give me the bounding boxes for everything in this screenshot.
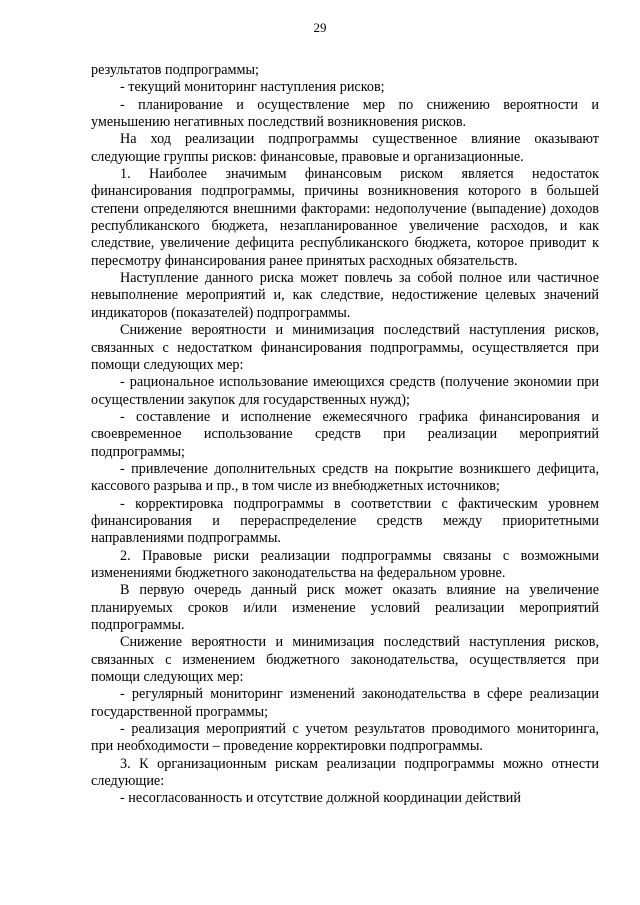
paragraph: 2. Правовые риски реализации подпрограммы связаны с возможными изменениями бюджетного законодательства на федеральном уровне. — [91, 547, 599, 581]
paragraph: результатов подпрограммы; — [91, 62, 259, 78]
document-body — [91, 62, 599, 808]
list-item: - регулярный мониторинг изменений законодательства в сфере реализации государственной программы; — [91, 686, 599, 720]
paragraph: Снижение вероятности и минимизация последствий наступления рисков, связанных с изменением бюджетного законодательства, осуществляется при помощи следующих мер: — [91, 634, 599, 686]
list-item: - привлечение дополнительных средств на покрытие возникшего дефицита, кассового разрыва и пр., в том числе из внебюджетных источников; — [91, 460, 599, 495]
paragraph: В первую очередь данный риск может оказать влияние на увеличение планируемых сроков и/или изменение условий реализации мероприятий подпрограммы. — [91, 582, 599, 633]
paragraph: Наступление данного риска может повлечь за собой полное или частичное невыполнение мероприятий и, как следствие, недостижение целевых значений индикаторов (показателей) подпрограммы. — [91, 270, 599, 321]
list-item: - реализация мероприятий с учетом результатов проводимого мониторинга, при необходимости – проведение корректировки подпрограммы. — [91, 721, 599, 755]
page-number: 29 — [313, 20, 327, 35]
list-item: - рациональное использование имеющихся средств (получение экономии при осуществлении закупок для государственных нужд); — [91, 374, 599, 408]
paragraph: Снижение вероятности и минимизация последствий наступления рисков, связанных с недостатком финансирования подпрограммы, осуществляется при помощи следующих мер: — [91, 322, 599, 373]
paragraph: На ход реализации подпрограммы существенное влияние оказывают следующие группы рисков: финансовые, правовые и организационные. — [91, 131, 599, 165]
list-item: - составление и исполнение ежемесячного графика финансирования и своевременное использование средств при реализации мероприятий подпрограммы; — [91, 408, 599, 460]
list-item: - корректировка подпрограммы в соответствии с фактическим уровнем финансирования и перераспределение средств между приоритетными направлениями подпрограммы. — [91, 495, 599, 547]
list-item: - планирование и осуществление мер по снижению вероятности и уменьшению негативных последствий возникновения рисков. — [91, 96, 599, 131]
list-item: - текущий мониторинг наступления рисков; — [120, 79, 385, 96]
paragraph: 3. К организационным рискам реализации подпрограммы можно отнести следующие: — [91, 755, 599, 790]
list-item: - несогласованность и отсутствие должной координации действий — [120, 790, 521, 807]
paragraph: 1. Наиболее значимым финансовым риском является недостаток финансирования подпрограммы, причины возникновения которого в большей степени определяются внешними факторами: недополучение (выпадение) доходов республиканского бюджета, незапланированное увеличение расходов, и как следствие, увеличение дефицита республиканского бюджета, которое приводит к пересмотру финансирования ранее принятых расходных обязательств. — [91, 166, 599, 269]
